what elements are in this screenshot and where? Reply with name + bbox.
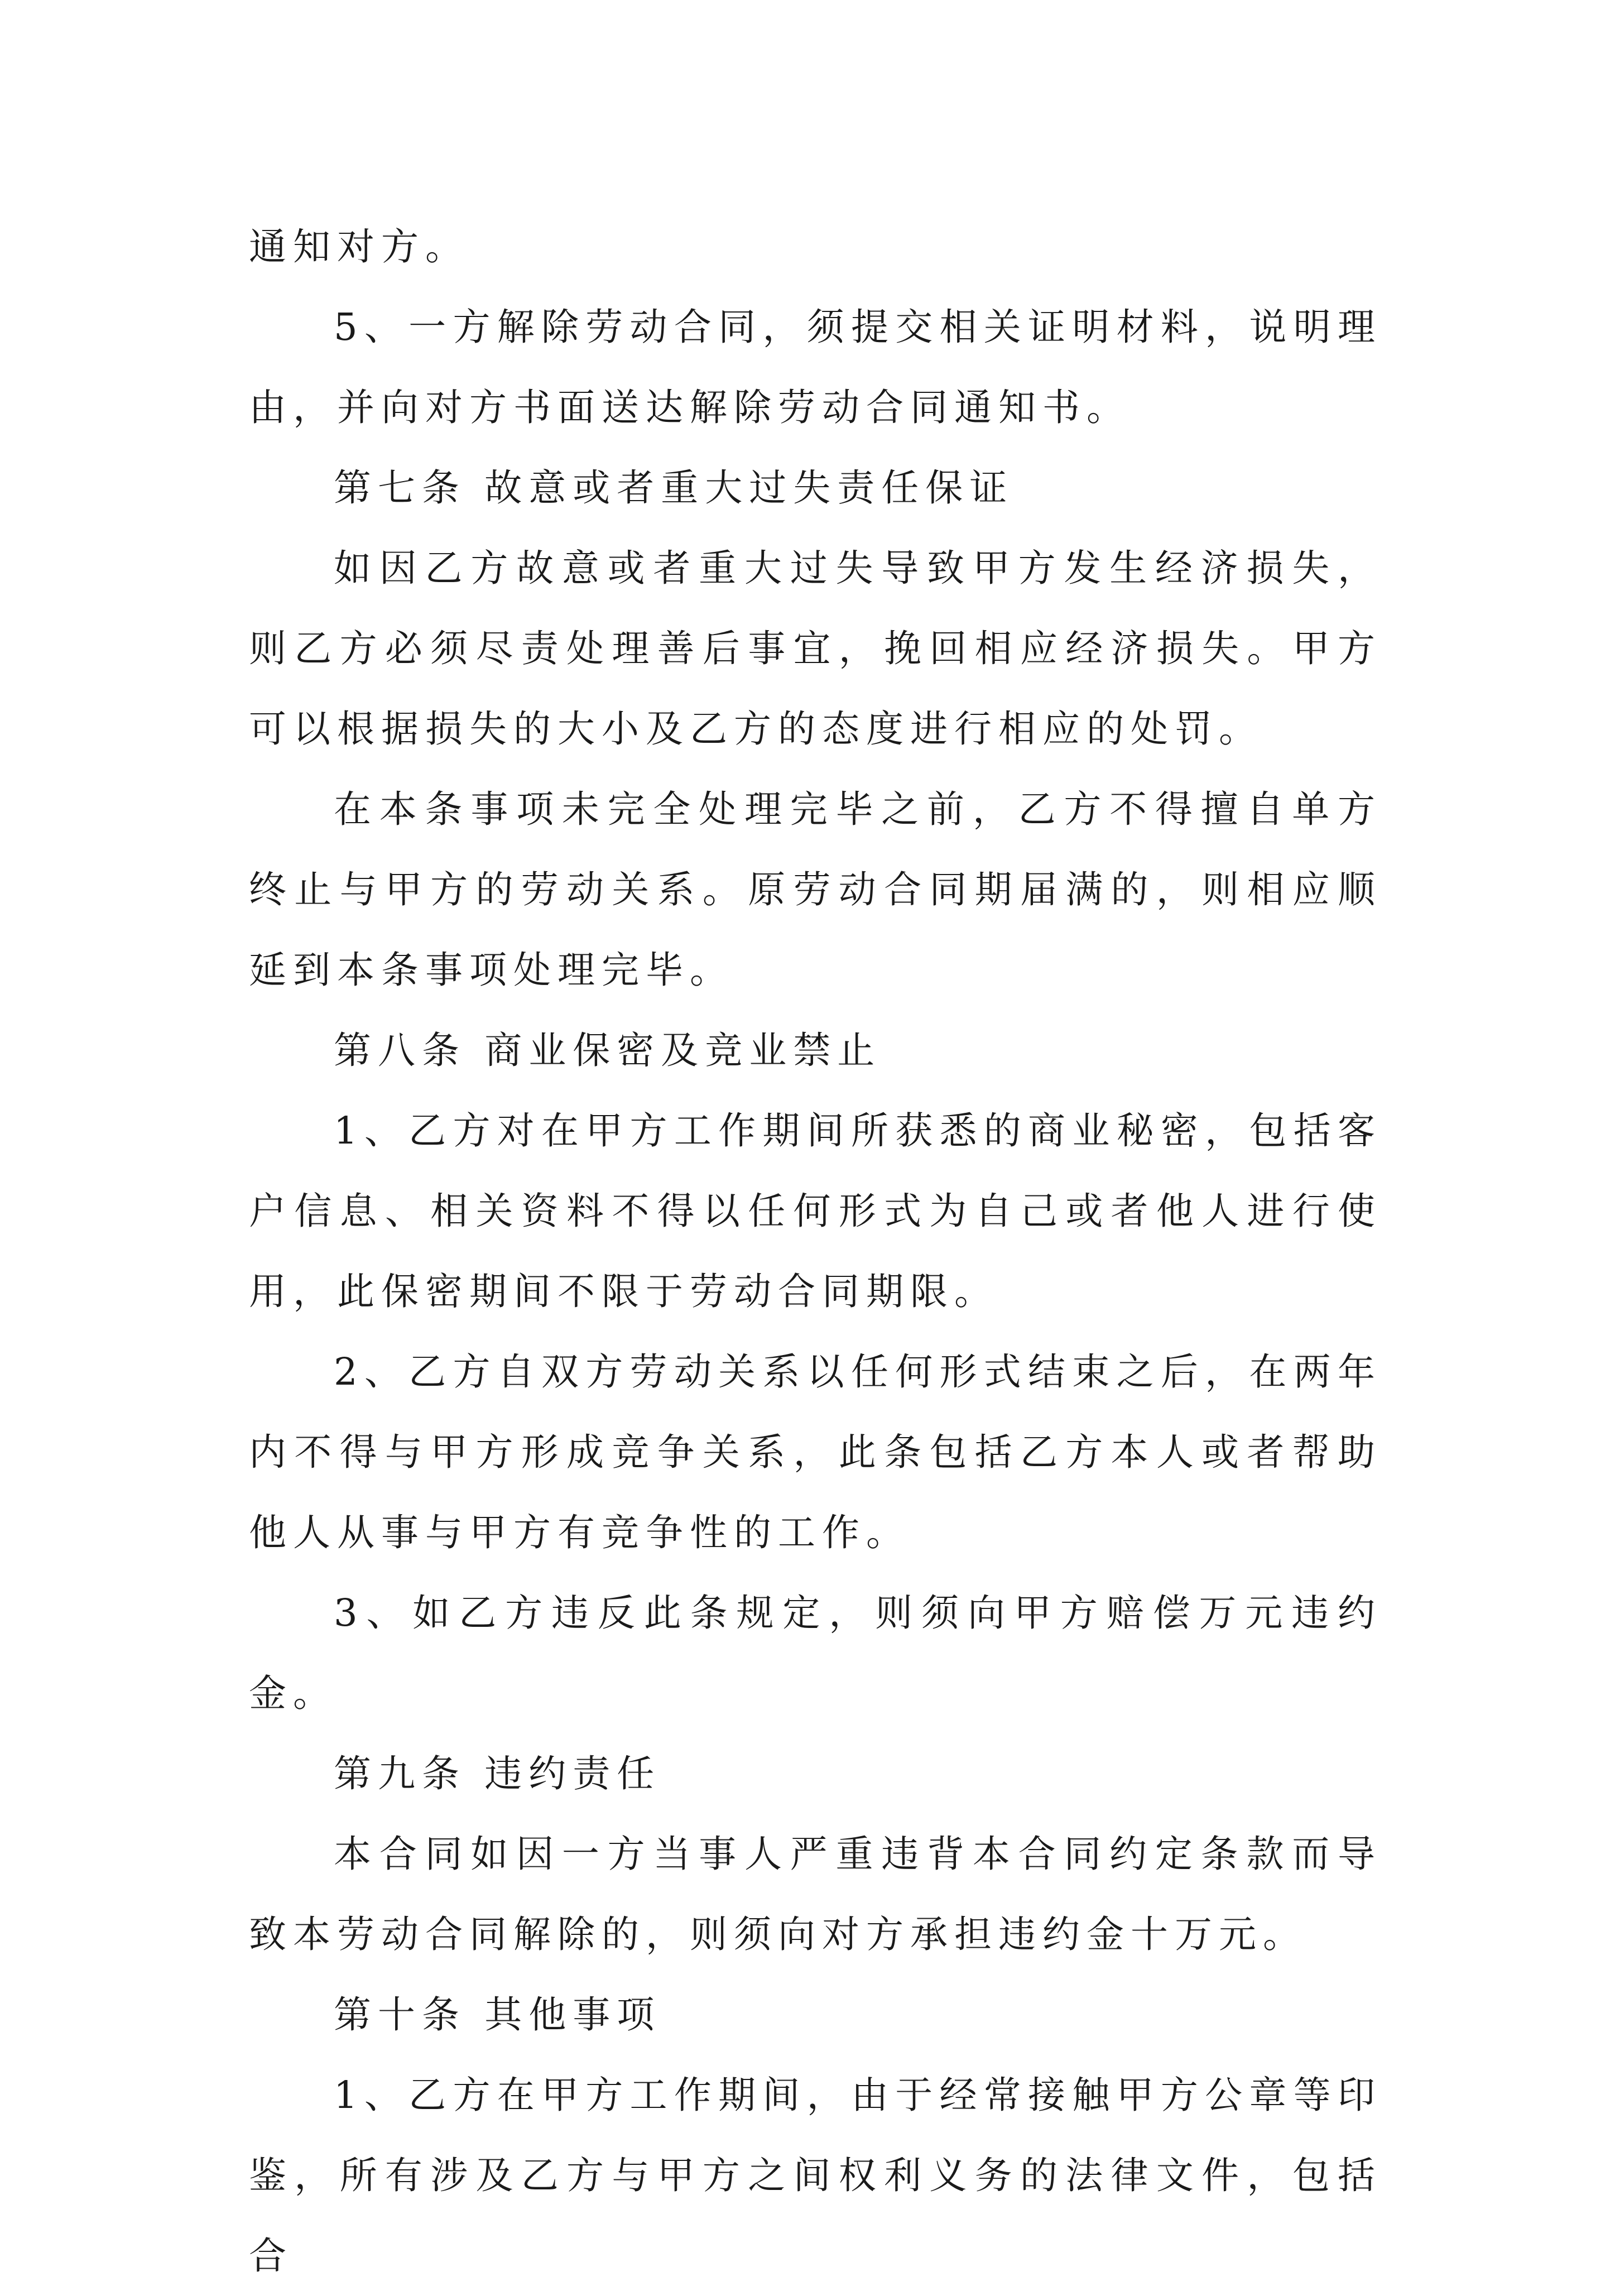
list-item-5: 5、一方解除劳动合同，须提交相关证明材料，说明理由，并向对方书面送达解除劳动合同通知书。 xyxy=(249,305,1382,429)
article-8-heading: 第八条 商业保密及竞业禁止 xyxy=(334,1029,882,1072)
article-8-item-3: 3、如乙方违反此条规定，则须向甲方赔偿万元违约金。 xyxy=(249,1591,1382,1715)
paragraph-continuation: 通知对方。 xyxy=(249,225,469,268)
article-7-heading: 第七条 故意或者重大过失责任保证 xyxy=(334,466,1014,510)
article-10-item-1: 1、乙方在甲方工作期间，由于经常接触甲方公章等印鉴，所有涉及乙方与甲方之间权利义务的法律文件，包括合 xyxy=(249,2073,1382,2278)
article-9-paragraph: 本合同如因一方当事人严重违背本合同约定条款而导致本劳动合同解除的，则须向对方承担违约金十万元。 xyxy=(249,1832,1382,1956)
article-8-item-1: 1、乙方对在甲方工作期间所获悉的商业秘密，包括客户信息、相关资料不得以任何形式为自己或者他人进行使用，此保密期间不限于劳动合同期限。 xyxy=(249,1109,1382,1313)
article-7-paragraph-2: 在本条事项未完全处理完毕之前，乙方不得擅自单方终止与甲方的劳动关系。原劳动合同期届满的，则相应顺延到本条事项处理完毕。 xyxy=(249,787,1382,992)
article-7-paragraph-1: 如因乙方故意或者重大过失导致甲方发生经济损失，则乙方必须尽责处理善后事宜，挽回相应经济损失。甲方可以根据损失的大小及乙方的态度进行相应的处罚。 xyxy=(249,546,1382,751)
article-10-heading: 第十条 其他事项 xyxy=(334,1993,661,2036)
document-body xyxy=(249,206,1382,2296)
article-8-item-2: 2、乙方自双方劳动关系以任何形式结束之后，在两年内不得与甲方形成竞争关系，此条包括乙方本人或者帮助他人从事与甲方有竞争性的工作。 xyxy=(249,1350,1382,1554)
article-9-heading: 第九条 违约责任 xyxy=(334,1752,661,1795)
